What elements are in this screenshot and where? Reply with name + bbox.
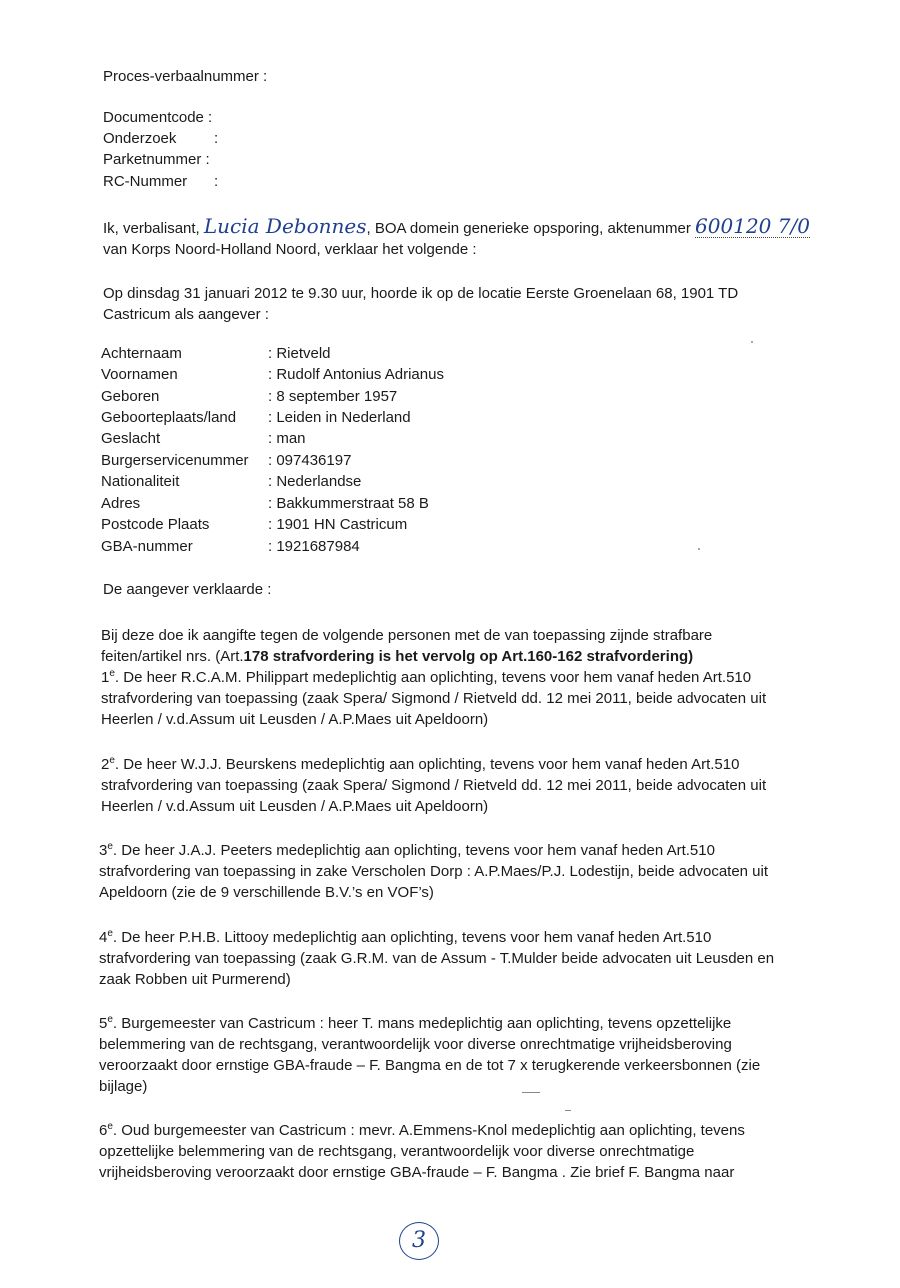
intro-line-2: van Korps Noord-Holland Noord, verklaar het volgende :: [103, 241, 477, 258]
field-value: : man: [268, 430, 306, 447]
declared-label: De aangever verklaarde :: [103, 581, 272, 598]
field-label: Burgerservicenummer: [101, 452, 249, 469]
field-value: : Rietveld: [268, 345, 331, 362]
item-number: 3: [99, 842, 108, 859]
list-item-line: [99, 1120, 745, 1141]
list-item-line: vrijheidsberoving veroorzaakt door ernstige GBA-fraude – F. Bangma . Zie brief F. Bangma naar: [99, 1164, 735, 1181]
field-value: : 1901 HN Castricum: [268, 516, 408, 533]
charge-line-2: [101, 646, 693, 667]
list-item-line: [101, 667, 751, 688]
field-label: Postcode Plaats: [101, 516, 210, 533]
rc-number-label: RC-Nummer: [103, 173, 188, 190]
list-item-line: strafvordering van toepassing (zaak G.R.M. van de Assum - T.Mulder beide advocaten uit Leusden en: [99, 950, 775, 967]
parket-number-label: Parketnummer :: [103, 151, 210, 168]
field-label: GBA-nummer: [101, 538, 193, 555]
list-item-line: strafvordering van toepassing (zaak Spera/ Sigmond / Rietveld dd. 12 mei 2011, beide advocaten uit: [101, 777, 767, 794]
item-text: . Oud burgemeester van Castricum : mevr. A.Emmens-Knol medeplichtig aan oplichting, tevens: [112, 1122, 745, 1139]
item-ordinal: e: [107, 841, 113, 852]
item-number: 1: [101, 669, 110, 686]
field-label: Nationaliteit: [101, 473, 180, 490]
charge-line-1: Bij deze doe ik aangifte tegen de volgende personen met de van toepassing zijnde strafbare: [101, 627, 713, 644]
item-ordinal: e: [109, 755, 115, 766]
item-ordinal: e: [107, 928, 113, 939]
field-label: Geboorteplaats/land: [101, 409, 237, 426]
item-number: 5: [99, 1015, 108, 1032]
list-item-line: Heerlen / v.d.Assum uit Leusden / A.P.Maes uit Apeldoorn): [101, 798, 489, 815]
onderzoek-colon: :: [214, 130, 219, 147]
field-value: : Bakkummerstraat 58 B: [268, 495, 429, 512]
item-text: . Burgemeester van Castricum : heer T. mans medeplichtig aan oplichting, tevens opzettelijke: [112, 1015, 732, 1032]
item-ordinal: e: [107, 1014, 113, 1025]
onderzoek-label: Onderzoek: [103, 130, 177, 147]
list-item-line: belemmering van de rechtsgang, verantwoordelijk voor diverse onrechtmatige vrijheidsberoving: [99, 1036, 732, 1053]
list-item-line: zaak Robben uit Purmerend): [99, 971, 291, 988]
page-number-circle: 3: [399, 1222, 439, 1260]
scan-speck: [522, 1092, 540, 1093]
list-item-line: [99, 1013, 731, 1034]
pv-number-label: Proces-verbaalnummer :: [103, 68, 268, 85]
rc-colon: :: [214, 173, 219, 190]
list-item-line: Heerlen / v.d.Assum uit Leusden / A.P.Maes uit Apeldoorn): [101, 711, 489, 728]
list-item-line: [101, 754, 739, 775]
list-item-line: bijlage): [99, 1078, 148, 1095]
list-item-line: [99, 840, 715, 861]
item-ordinal: e: [109, 668, 115, 679]
item-text: . De heer J.A.J. Peeters medeplichtig aan oplichting, tevens voor hem vanaf heden Art.510: [112, 842, 715, 859]
list-item-line: veroorzaakt door ernstige GBA-fraude – F. Bangma en de tot 7 x terugkerende verkeersbonnen (zie: [99, 1057, 761, 1074]
item-text: . De heer W.J.J. Beurskens medeplichtig aan oplichting, tevens voor hem vanaf heden Art.510: [114, 756, 740, 773]
field-value: : 1921687984: [268, 538, 360, 555]
field-value: : Nederlandse: [268, 473, 362, 490]
field-value: : 8 september 1957: [268, 388, 398, 405]
scan-speck: [698, 548, 700, 550]
list-item-line: opzettelijke belemmering van de rechtsgang, verantwoordelijk voor diverse onrechtmatige: [99, 1143, 695, 1160]
document-code-label: Documentcode :: [103, 109, 213, 126]
item-number: 2: [101, 756, 110, 773]
field-label: Adres: [101, 495, 141, 512]
charge-line-2-bold: 178 strafvordering is het vervolg op Art.160-162 strafvordering): [243, 648, 694, 665]
item-number: 4: [99, 929, 108, 946]
field-label: Achternaam: [101, 345, 182, 362]
list-item-line: strafvordering van toepassing in zake Verscholen Dorp : A.P.Maes/P.J. Lodestijn, beide advocaten uit: [99, 863, 769, 880]
scan-speck: [751, 341, 753, 343]
field-value: : Leiden in Nederland: [268, 409, 411, 426]
field-label: Geboren: [101, 388, 160, 405]
list-item-line: [99, 927, 711, 948]
handwritten-akte-number: 600120 7/0: [695, 214, 810, 238]
field-label: Geslacht: [101, 430, 161, 447]
field-label: Voornamen: [101, 366, 178, 383]
field-value: : Rudolf Antonius Adrianus: [268, 366, 444, 383]
hearing-line-2: Castricum als aangever :: [103, 306, 269, 323]
scan-speck: [565, 1110, 571, 1111]
item-ordinal: e: [107, 1121, 113, 1132]
handwritten-name: Lucia Debonnes: [203, 214, 367, 238]
list-item-line: strafvordering van toepassing (zaak Spera/ Sigmond / Rietveld dd. 12 mei 2011, beide advocaten uit: [101, 690, 767, 707]
intro-line-1: [103, 216, 810, 239]
list-item-line: Apeldoorn (zie de 9 verschillende B.V.’s en VOF’s): [99, 884, 434, 901]
item-number: 6: [99, 1122, 108, 1139]
charge-line-2-start: feiten/artikel nrs. (Art.: [101, 648, 244, 665]
intro-prefix: Ik, verbalisant,: [103, 220, 200, 237]
hearing-line-1: Op dinsdag 31 januari 2012 te 9.30 uur, hoorde ik op de locatie Eerste Groenelaan 68, 1901 TD: [103, 285, 739, 302]
intro-middle: , BOA domein generieke opsporing, aktenummer: [366, 220, 691, 237]
item-text: . De heer P.H.B. Littooy medeplichtig aan oplichting, tevens voor hem vanaf heden Art.510: [112, 929, 712, 946]
item-text: . De heer R.C.A.M. Philippart medeplichtig aan oplichting, tevens voor hem vanaf heden Art.510: [114, 669, 752, 686]
field-value: : 097436197: [268, 452, 352, 469]
